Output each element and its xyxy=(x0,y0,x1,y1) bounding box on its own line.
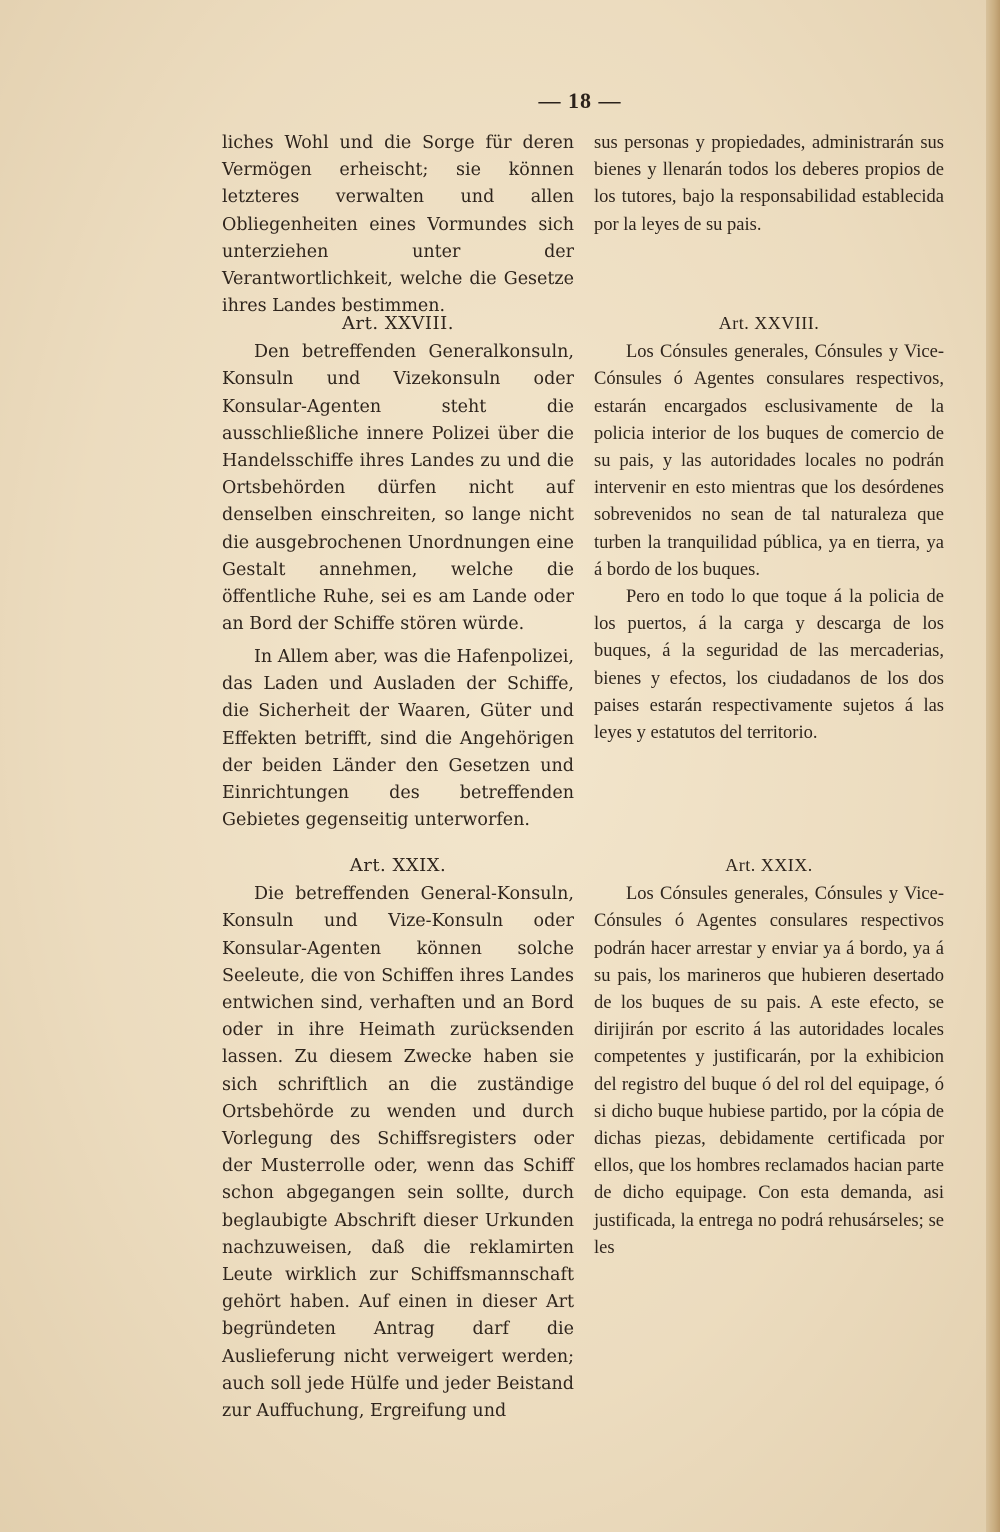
spanish-art28-paragraph-1: Los Cónsules generales, Cónsules y Vice-Cónsules ó Agentes consulares respectivos, estarán encargados esclusivamente de la policia interior de los buques de comercio de su pais, y las autoridades locales no podrán intervenir en esto mientras que los desórdenes sobrevenidos no sean de tal naturaleza que turben la tranquilidad pública, ya en tierra, ya á bordo de los buques. xyxy=(594,342,944,580)
german-art29-paragraph-1: Die betreffenden General-Konsuln, Konsuln und Vize-Konsuln oder Konsular-Agenten können solche Seeleute, die von Schiffen ihres Landes entwichen sind, verhaften und an Bord oder in ihre Heimath zurücksenden lassen. Zu diesem Zwecke haben sie sich schriftlich an die zuständige Ortsbehörde zu wenden und durch Vorlegung des Schiffsregisters oder der Musterrolle oder, wenn das Schiff schon abgegangen sein sollte, durch beglaubigte Abschrift dieser Urkunden nachzuweisen, daß die reklamirten Leute wirklich zur Schiffsmannschaft gehört haben. Auf einen in dieser Art begründeten Antrag darf die Auslieferung nicht verweigert werden; auch soll jede Hülfe und jeder Beistand zur Auffuchung, Ergreifung und xyxy=(222,884,574,1422)
spanish-art29 xyxy=(594,852,944,1262)
spanish-continuation-paragraph: sus personas y propiedades, administrarán sus bienes y llenarán todos los deberes propios de los tutores, bajo la responsabilidad establecida por la leyes de su pais. xyxy=(594,133,944,235)
spanish-art29-heading: Art. XXIX. xyxy=(725,855,813,875)
german-block-continuation xyxy=(222,130,574,320)
spanish-art29-paragraph-1: Los Cónsules generales, Cónsules y Vice-Cónsules ó Agentes consulares respectivos podrán hacer arrestar y enviar ya á bordo, ya á su pais, los marineros que hubieren desertado de los buques de su pais. A este efecto, se dirijirán por escrito á las autoridades locales competentes y justificarán, por la exhibicion del registro del buque ó del rol del equipage, ó si dicho buque hubiese partido, por la cópia de dichas piezas, debidamente certificada por ellos, que los hombres reclamados hacian parte de dicho equipage. Con esta demanda, asi justificada, la entrega no podrá rehusárseles; se les xyxy=(594,884,944,1258)
spanish-block-continuation xyxy=(594,130,944,239)
german-art29 xyxy=(222,852,574,1425)
spanish-art28-paragraph-2: Pero en todo lo que toque á la policia de los puertos, á la carga y descarga de los buques, á la seguridad de las mercaderias, bienes y efectos, los ciudadanos de los dos paises estarán respectivamente sujetos á las leyes y estatutos del territorio. xyxy=(594,587,944,744)
german-art29-heading: Art. XXIX. xyxy=(349,855,447,876)
page-number: — 18 — xyxy=(538,88,622,113)
german-art28-paragraph-2: In Allem aber, was die Hafenpolizei, das Laden und Ausladen der Schiffe, die Sicherheit der Waaren, Güter und Effekten betrifft, sind die Angehörigen der beiden Länder den Gesetzen und Einrichtungen des betreffenden Gebietes gegenseitig unterworfen. xyxy=(222,647,574,831)
german-art28-heading: Art. XXVIII. xyxy=(342,313,454,334)
spanish-art28-heading: Art. XXVIII. xyxy=(718,313,820,333)
spanish-art28 xyxy=(594,310,944,747)
page-edge xyxy=(986,0,1000,1532)
german-art28 xyxy=(222,310,574,638)
german-art28-cont xyxy=(222,644,574,834)
german-continuation-paragraph: liches Wohl und die Sorge für deren Vermögen erheischt; sie können letzteres verwalten und allen Obliegenheiten eines Vormundes sich unterziehen unter der Verantwortlichkeit, welche die Gesetze ihres Landes bestimmen. xyxy=(222,133,574,317)
german-art28-paragraph-1: Den betreffenden Generalkonsuln, Konsuln und Vizekonsuln oder Konsular-Agenten steht die ausschließliche innere Polizei über die Handelsschiffe ihres Landes zu und die Ortsbehörden dürfen nicht auf denselben einschreiten, so lange nicht die ausgebrochenen Unordnungen eine Gestalt annehmen, welche die öffentliche Ruhe, sei es am Lande oder an Bord der Schiffe stören würde. xyxy=(222,342,574,635)
